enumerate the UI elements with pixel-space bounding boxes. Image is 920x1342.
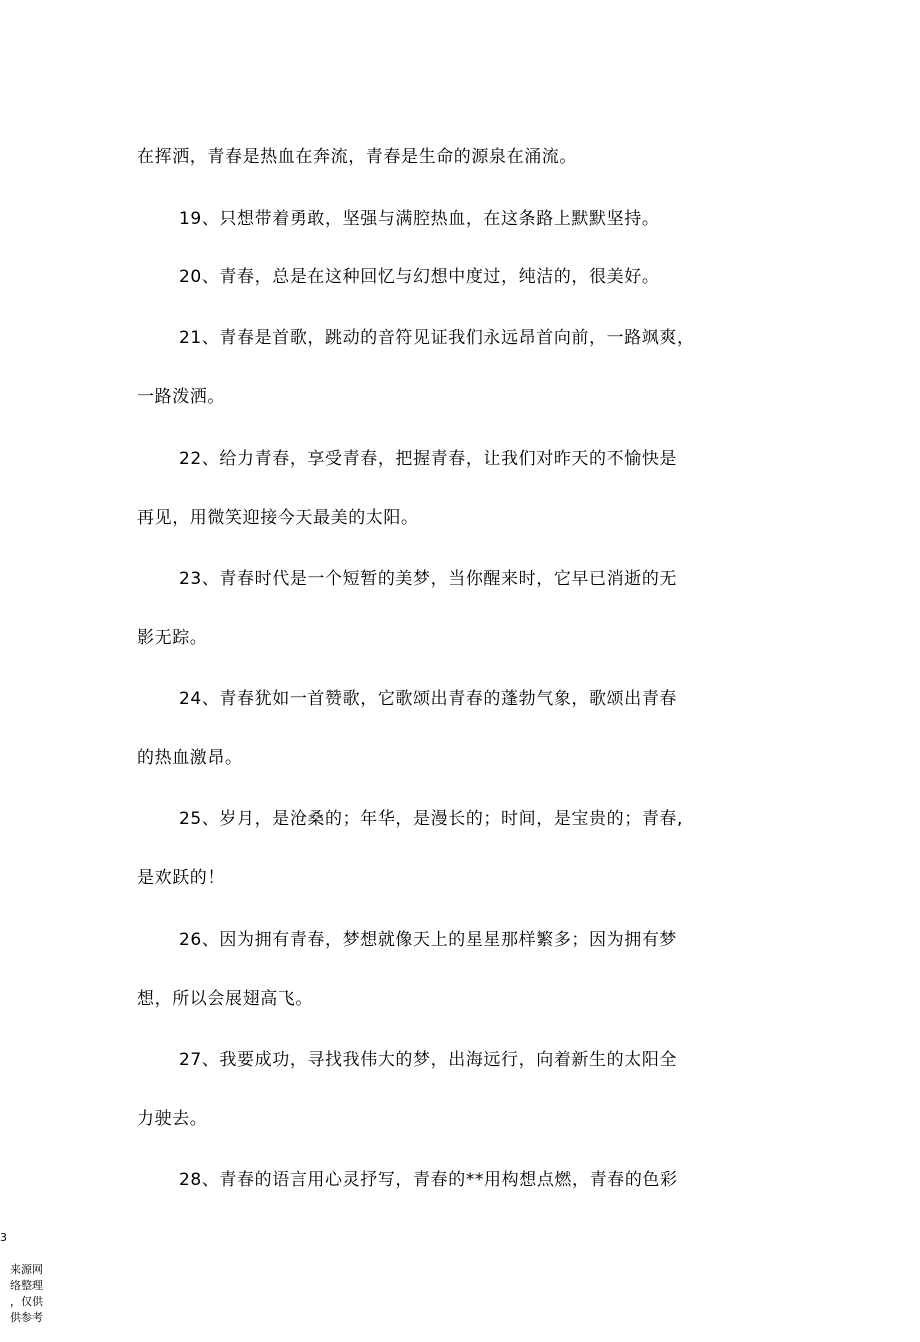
text-line: 一路泼洒。 — [137, 387, 225, 407]
text-line: 想，所以会展翅高飞。 — [137, 989, 313, 1009]
page-footer — [0, 1214, 60, 1342]
page-number: 3 — [0, 1231, 7, 1244]
source-note: 来源网 络整理 ，仅供 供参考 — [10, 1263, 43, 1324]
text-line: 是欢跃的！ — [137, 868, 225, 888]
text-line: 再见，用微笑迎接今天最美的太阳。 — [137, 508, 419, 528]
text-line: 24、青春犹如一首赞歌，它歌颂出青春的蓬勃气象，歌颂出青春 — [179, 689, 678, 709]
text-line: 20、青春，总是在这种回忆与幻想中度过，纯洁的，很美好。 — [179, 267, 660, 287]
text-line: 19、只想带着勇敢，坚强与满腔热血，在这条路上默默坚持。 — [179, 209, 660, 229]
text-line: 23、青春时代是一个短暂的美梦，当你醒来时，它早已消逝的无 — [179, 569, 678, 589]
text-line: 27、我要成功，寻找我伟大的梦，出海远行，向着新生的太阳全 — [179, 1050, 678, 1070]
text-line: 的热血激昂。 — [137, 748, 243, 768]
text-line: 21、青春是首歌，跳动的音符见证我们永远昂首向前，一路飒爽， — [179, 328, 695, 348]
text-line: 力驶去。 — [137, 1109, 208, 1129]
text-line: 在挥洒，青春是热血在奔流，青春是生命的源泉在涌流。 — [137, 147, 577, 167]
text-line: 影无踪。 — [137, 628, 208, 648]
text-line: 26、因为拥有青春，梦想就像天上的星星那样繁多；因为拥有梦 — [179, 930, 678, 950]
text-line: 22、给力青春，享受青春，把握青春，让我们对昨天的不愉快是 — [179, 449, 678, 469]
text-line: 25、岁月，是沧桑的；年华，是漫长的；时间，是宝贵的；青春, — [179, 809, 684, 829]
text-line: 28、青春的语言用心灵抒写，青春的**用构想点燃，青春的色彩 — [179, 1170, 678, 1190]
